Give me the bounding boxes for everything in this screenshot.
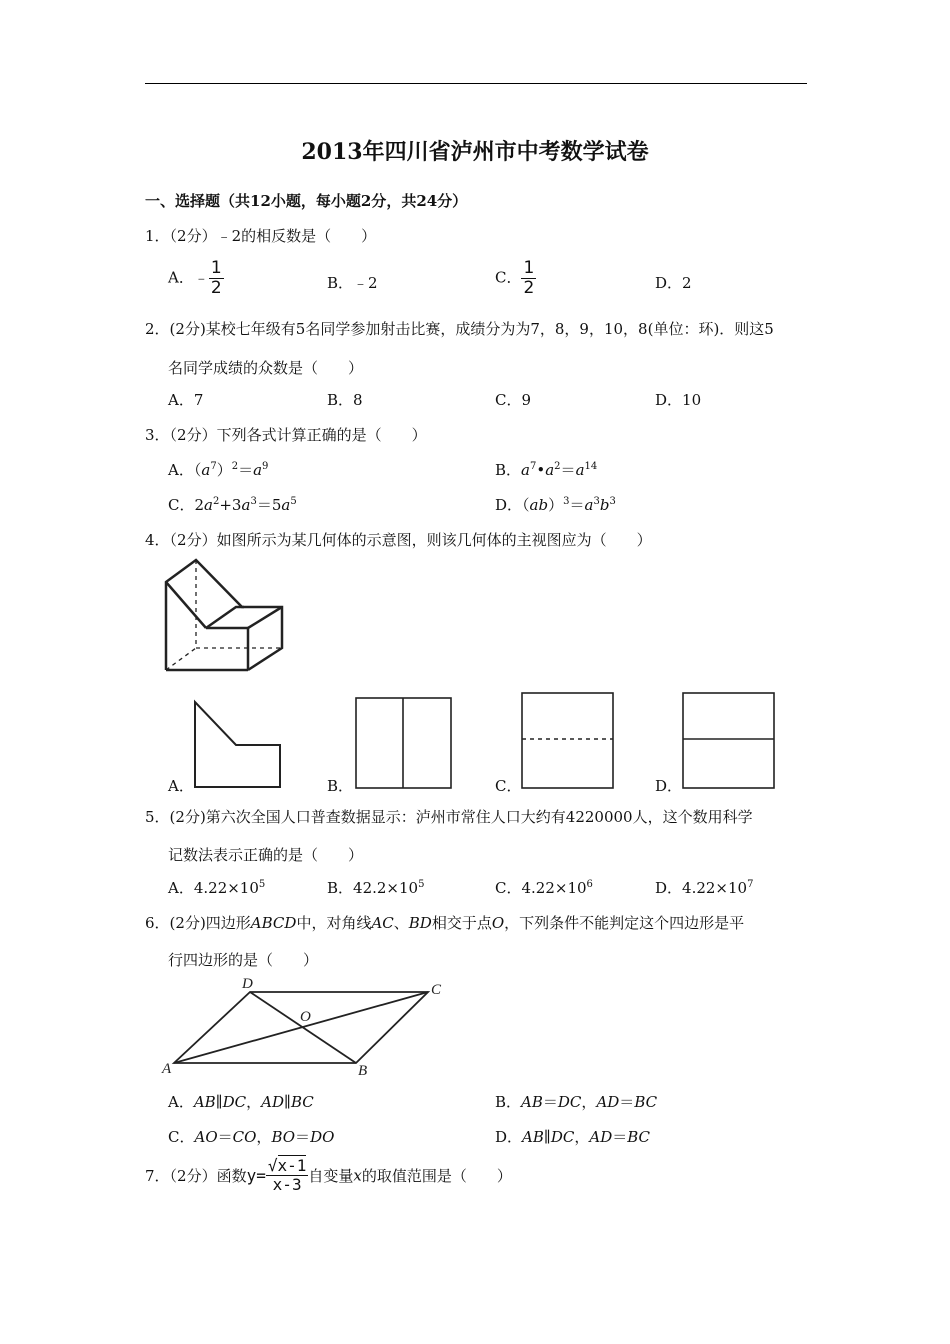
q3-option-d: D．$(ab)^3=a^3b^3$ (495, 496, 616, 514)
minus-sign: ﹣ (193, 268, 209, 287)
q6-option-c: C．AO＝CO，BO＝DO (168, 1128, 335, 1146)
view-option-c (521, 692, 615, 790)
solid-figure (160, 555, 290, 677)
vertex-label-d: D (242, 976, 253, 992)
q2-option-d: D．10 (655, 391, 702, 409)
option-label: C． (495, 268, 522, 287)
fraction (209, 260, 224, 297)
q1-option-b: B．﹣2 (327, 274, 378, 292)
function-fraction (266, 1158, 309, 1193)
section-heading: 一、选择题（共12小题，每小题2分，共24分） (145, 192, 468, 210)
q5-option-b: B．$42.2\times 10^5$ (327, 879, 425, 897)
fraction (521, 260, 536, 297)
q5-option-d: D．$4.22\times 10^7$ (655, 879, 754, 897)
page-title: 2013年四川省泸州市中考数学试卷 (301, 139, 649, 165)
numerator: 1 (523, 258, 535, 278)
q6-option-d: D．AB∥DC，AD＝BC (495, 1128, 651, 1146)
question-2-line-2: 名同学成绩的众数是（ ） (168, 359, 364, 377)
view-option-a (193, 700, 283, 790)
question-5-line-2: 记数法表示正确的是（ ） (168, 846, 364, 864)
denominator: x-3 (272, 1175, 302, 1194)
q4-option-d-label: D． (655, 777, 683, 795)
sqrt-icon: √ (267, 1156, 278, 1175)
vertex-label-a: A (162, 1061, 172, 1077)
q6-option-b: B．AB＝DC，AD＝BC (495, 1093, 658, 1111)
q5-option-a: A．$4.22\times 10^5$ (168, 879, 266, 897)
q3-option-a: A．$(a^7)^2=a^9$ (168, 461, 269, 479)
option-label: A． (168, 268, 194, 287)
question-6-line-2: 行四边形的是（ ） (168, 951, 319, 969)
question-5-line-1: 5．(2分)第六次全国人口普查数据显示：泸州市常住人口大约有4220000人，这个数用科学 (145, 808, 753, 826)
question-7-stem: 7．（2分）函数y= $\frac{√x-1}{x-3}$ 自变量x的取值范围是（ ） (145, 1156, 512, 1194)
q1-option-c (495, 260, 536, 297)
q3-option-c: C．$2a^2+3a^3=5a^5$ (168, 496, 297, 514)
sqrt-numerator: √x-1 (267, 1156, 307, 1175)
q4-option-b-label: B． (327, 777, 354, 795)
q4-option-c-label: C． (495, 777, 522, 795)
q2-option-a: A．7 (168, 391, 204, 409)
question-1-stem: 1．（2分）﹣2的相反数是（ ） (145, 227, 377, 245)
parallelogram-figure (160, 975, 450, 1080)
numerator: 1 (210, 258, 222, 278)
denominator: 2 (210, 278, 222, 298)
center-label-o: O (300, 1009, 311, 1025)
q1-option-d: D．2 (655, 274, 692, 292)
vertex-label-c: C (431, 982, 442, 998)
q4-option-a-label: A． (168, 777, 194, 795)
q1-option-a (168, 260, 224, 297)
q2-option-c: C．9 (495, 391, 532, 409)
q6-option-a: A．AB∥DC，AD∥BC (168, 1093, 314, 1111)
view-option-d (682, 692, 776, 790)
question-2-line-1: 2．(2分)某校七年级有5名同学参加射击比赛，成绩分为为7，8，9，10，8(单位：环)．则这5 (145, 320, 774, 338)
question-6-line-1: 6．(2分)四边形ABCD中，对角线AC、BD相交于点O，下列条件不能判定这个四边形是平 (145, 914, 745, 932)
q2-option-b: B．8 (327, 391, 363, 409)
view-option-b (355, 697, 453, 790)
header-rule (145, 83, 807, 84)
question-4-stem: 4．（2分）如图所示为某几何体的示意图，则该几何体的主视图应为（ ） (145, 531, 652, 549)
function-y: y= (246, 1166, 266, 1185)
q5-option-c: C．$4.22\times 10^6$ (495, 879, 593, 897)
vertex-label-b: B (358, 1063, 368, 1079)
question-3-stem: 3．（2分）下列各式计算正确的是（ ） (145, 426, 427, 444)
denominator: 2 (523, 278, 535, 298)
q3-option-b: B．$a^7•a^2=a^{14}$ (495, 461, 598, 479)
